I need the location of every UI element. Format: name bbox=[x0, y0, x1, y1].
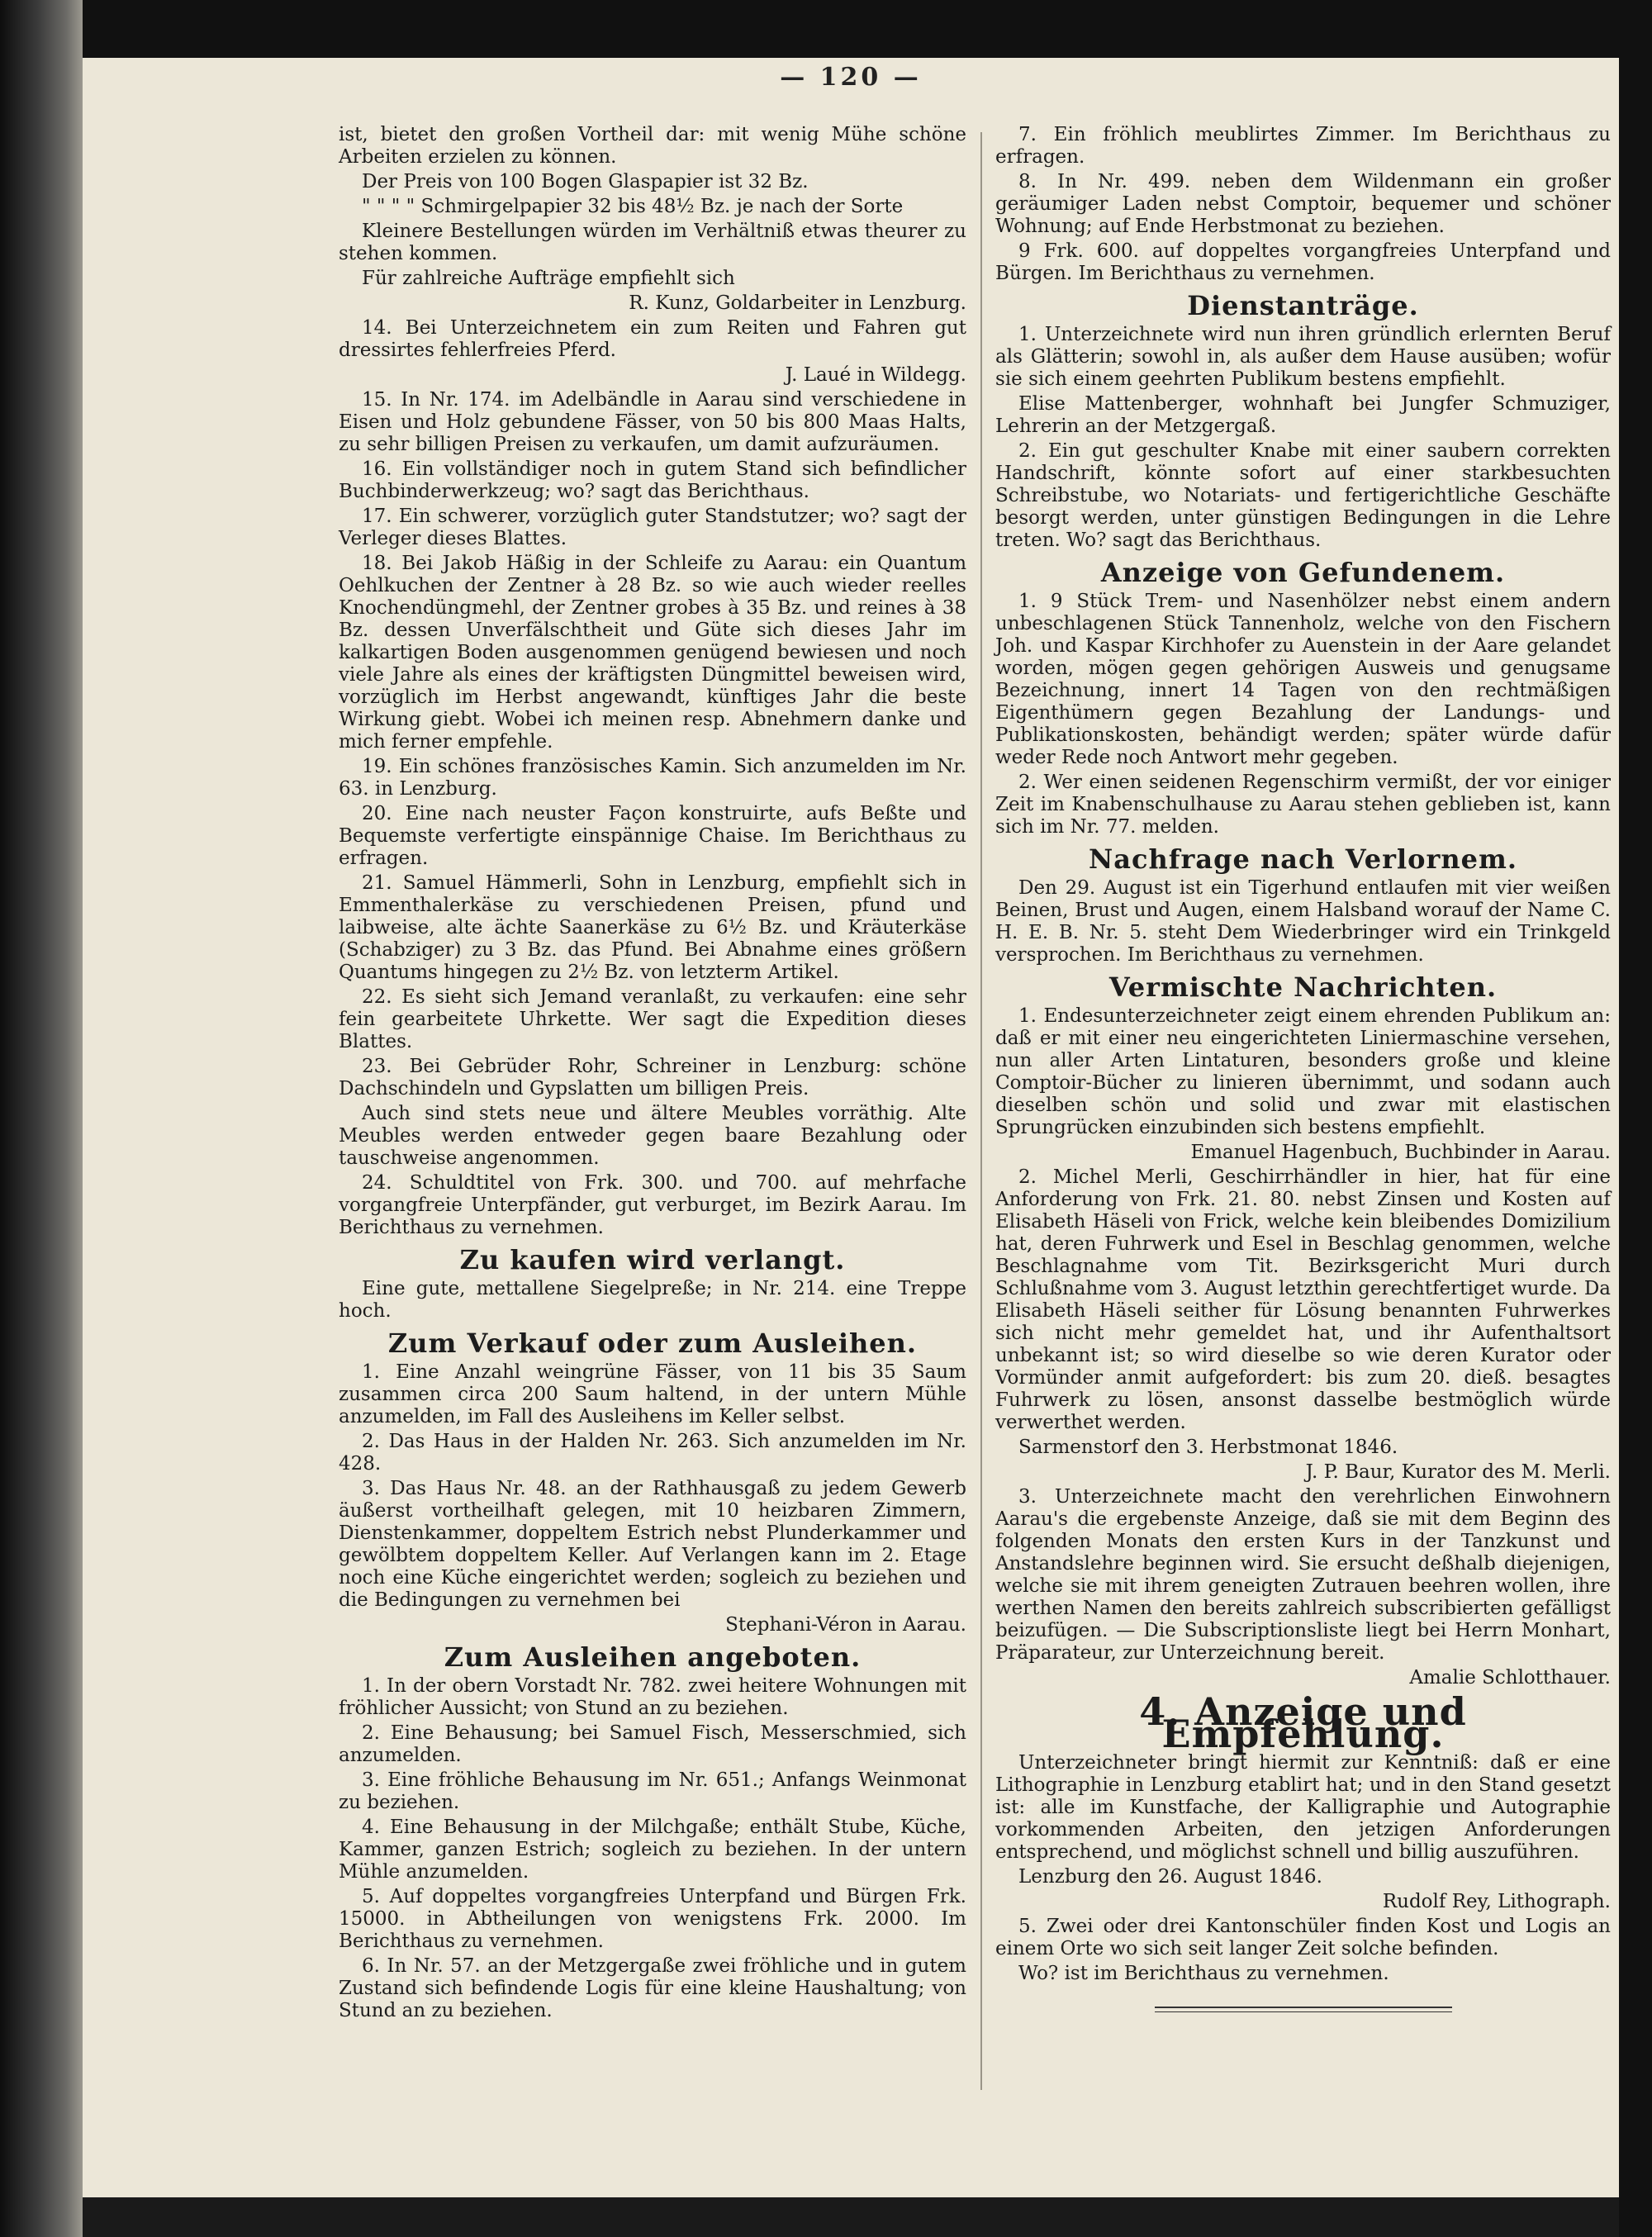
scan-top-border bbox=[0, 0, 1652, 58]
ad-item: 16. Ein vollständiger noch in gutem Stand sich befindlicher Buchbinderwerkzeug; wo? sagt das Berichthaus. bbox=[339, 458, 966, 502]
book-spine bbox=[0, 0, 83, 2237]
ad-item: 3. Unterzeichnete macht den verehrlichen Einwohnern Aarau's die ergebenste Anzeige, daß sie mit dem Beginn des folgenden Monats den ersten Kurs in der Tanzkunst und Anstandslehre beginnen wird. Sie ersucht deßhalb diejenigen, welche sie mit ihrem geneigten Zutrauen beehren wollen, ihre werthen Namen den bereits zahlreich subscribierten gefälligst beizufügen. — Die Subscriptionsliste liegt bei Herrn Monhart, Präparateur, zur Unterzeichnung bereit. bbox=[995, 1486, 1611, 1664]
ad-item: 3. Das Haus Nr. 48. an der Rathhausgaß zu jedem Gewerb äußerst vortheilhaft gelegen, mit 10 heizbaren Zimmern, Dienstenkammer, doppeltem Estrich nebst Plunderkammer und gewölbtem doppeltem Keller. Auf Verlangen kann im 2. Etage noch eine Küche eingerichtet werden; sogleich zu beziehen und die Bedingungen zu vernehmen bei bbox=[339, 1478, 966, 1611]
signature: Amalie Schlotthauer. bbox=[1409, 1667, 1611, 1688]
newspaper-page bbox=[83, 58, 1619, 2197]
ad-item: 9 Frk. 600. auf doppeltes vorgangfreies Unterpfand und Bürgen. Im Berichthaus zu vernehmen. bbox=[995, 240, 1611, 284]
ad-item: 15. In Nr. 174. im Adelbändle in Aarau sind verschiedene in Eisen und Holz gebundene Fässer, von 50 bis 800 Maas Halts, zu sehr billigen Preisen zu verkaufen, um damit aufzuräumen. bbox=[339, 389, 966, 455]
main-heading: 4. Anzeige und Empfehlung. bbox=[1139, 1689, 1467, 1756]
ad-item: 8. In Nr. 499. neben dem Wildenmann ein großer geräumiger Laden nebst Comptoir, bequemer und schöner Wohnung; auf Ende Herbstmonat zu beziehen. bbox=[995, 171, 1611, 237]
ad-item: 5. Auf doppeltes vorgangfreies Unterpfand und Bürgen Frk. 15000. in Abtheilungen von wenigstens Frk. 2000. Im Berichthaus zu vernehmen. bbox=[339, 1886, 966, 1952]
ad-item: 2. Das Haus in der Halden Nr. 263. Sich anzumelden im Nr. 428. bbox=[339, 1431, 966, 1475]
ad-item: 2. Wer einen seidenen Regenschirm vermißt, der vor einiger Zeit im Knabenschulhause zu Aarau stehen geblieben ist, kann sich im Nr. 77. melden. bbox=[995, 772, 1611, 838]
ad-item: 20. Eine nach neuster Façon konstruirte, aufs Beßte und Bequemste verfertigte einspännige Chaise. Im Berichthaus zu erfragen. bbox=[339, 803, 966, 869]
section-heading: Zu kaufen wird verlangt. bbox=[459, 1244, 846, 1275]
ad-item: 2. Eine Behausung; bei Samuel Fisch, Messerschmied, sich anzumelden. bbox=[339, 1722, 966, 1766]
ad-item: Wo? ist im Berichthaus zu vernehmen. bbox=[1018, 1963, 1389, 1984]
closing-rule bbox=[1155, 2007, 1452, 2012]
ad-item: 5. Zwei oder drei Kantonschüler finden Kost und Logis an einem Orte wo sich seit langer Zeit solche befinden. bbox=[995, 1916, 1611, 1959]
ad-item: 6. In Nr. 57. an der Metzgergaße zwei fröhliche und in gutem Zustand sich befindende Logis für eine kleine Haushaltung; von Stund an zu beziehen. bbox=[339, 1955, 966, 2021]
ad-item: 17. Ein schwerer, vorzüglich guter Standstutzer; wo? sagt der Verleger dieses Blattes. bbox=[339, 506, 966, 549]
section-heading: Nachfrage nach Verlornem. bbox=[1089, 843, 1517, 875]
text-paragraph: " " " " Schmirgelpapier 32 bis 48½ Bz. je nach der Sorte bbox=[362, 196, 904, 217]
ad-item: Den 29. August ist ein Tigerhund entlaufen mit vier weißen Beinen, Brust und Augen, einem Halsband worauf der Name C. H. E. B. Nr. 5. steht Dem Wiederbringer wird ein Trinkgeld versprochen. Im Berichthaus zu vernehmen. bbox=[995, 877, 1611, 966]
signature: Emanuel Hagenbuch, Buchbinder in Aarau. bbox=[1190, 1142, 1611, 1163]
text-paragraph: ist, bietet den großen Vortheil dar: mit wenig Mühe schöne Arbeiten erzielen zu können. bbox=[339, 124, 966, 168]
ad-item: 18. Bei Jakob Häßig in der Schleife zu Aarau: ein Quantum Oehlkuchen der Zentner à 28 Bz. so wie auch wieder reelles Knochendüngmehl, der Zentner grobes à 35 Bz. und reines à 38 Bz. dessen Unverfälschtheit und Güte sich dieses Jahr im kalkartigen Boden ausgenommen genügend bewiesen und noch viele Jahre als eines der kräftigsten Düngmittel beweisen wird, vorzüglich im Herbst angewandt, künftiges Jahr die beste Wirkung giebt. Wobei ich meinen resp. Abnehmern danke und mich ferner empfehle. bbox=[339, 553, 966, 753]
signature: J. P. Baur, Kurator des M. Merli. bbox=[1305, 1461, 1611, 1483]
column-rule bbox=[980, 132, 982, 2090]
ad-item: 1. Eine Anzahl weingrüne Fässer, von 11 bis 35 Saum zusammen circa 200 Saum haltend, in der untern Mühle anzumelden, im Fall des Ausleihens im Keller selbst. bbox=[339, 1361, 966, 1427]
ad-item: 23. Bei Gebrüder Rohr, Schreiner in Lenzburg: schöne Dachschindeln und Gypslatten um billigen Preis. bbox=[339, 1056, 966, 1100]
ad-item: Auch sind stets neue und ältere Meubles vorräthig. Alte Meubles werden entweder gegen baare Bezahlung oder tauschweise angenommen. bbox=[339, 1103, 966, 1169]
scan-right-border bbox=[1619, 0, 1652, 2237]
ad-item: Unterzeichneter bringt hiermit zur Kenntniß: daß er eine Lithographie in Lenzburg etablirt hat; und in den Stand gesetzt ist: alle im Kunstfache, der Kalligraphie und Autographie vorkommenden Arbeiten, den jetzigen Anforderungen entsprechend, und möglichst schnell und billig auszuführen. bbox=[995, 1752, 1611, 1863]
text-paragraph: Der Preis von 100 Bogen Glaspapier ist 32 Bz. bbox=[362, 171, 809, 192]
ad-item: 1. 9 Stück Trem- und Nasenhölzer nebst einem andern unbeschlagenen Stück Tannenholz, welche von den Fischern Joh. und Kaspar Kirchhofer zu Auenstein in der Aare gelandet worden, mögen gegen gehörigen Ausweis und genugsame Bezeichnung, innert 14 Tagen von den rechtmäßigen Eigenthümern gegen Bezahlung der Landungs- und Publikationskosten, behändigt werden; später würde dafür weder Rede noch Antwort mehr gegeben. bbox=[995, 591, 1611, 768]
text-paragraph: Kleinere Bestellungen würden im Verhältniß etwas theurer zu stehen kommen. bbox=[339, 221, 966, 264]
section-heading: Dienstanträge. bbox=[1187, 290, 1419, 321]
ad-item: 1. In der obern Vorstadt Nr. 782. zwei heitere Wohnungen mit fröhlicher Aussicht; von Stund an zu beziehen. bbox=[339, 1675, 966, 1719]
section-heading: Vermischte Nachrichten. bbox=[1108, 971, 1498, 1003]
ad-item: 3. Eine fröhliche Behausung im Nr. 651.; Anfangs Weinmonat zu beziehen. bbox=[339, 1769, 966, 1813]
text-paragraph: Für zahlreiche Aufträge empfiehlt sich bbox=[362, 268, 735, 289]
page-number: — 120 — bbox=[780, 63, 922, 92]
ad-item: 21. Samuel Hämmerli, Sohn in Lenzburg, empfiehlt sich in Emmenthalerkäse zu verschiedenen Preisen, pfund und laibweise, alte ächte Saanerkäse zu 6½ Bz. und Kräuterkäse (Schabziger) zu 3 Bz. das Pfund. Bei Abnahme eines größern Quantums hingegen zu 2½ Bz. von letzterm Artikel. bbox=[339, 872, 966, 983]
dateline: Sarmenstorf den 3. Herbstmonat 1846. bbox=[1018, 1437, 1398, 1458]
right-column bbox=[995, 124, 1611, 2012]
section-heading: Zum Ausleihen angeboten. bbox=[444, 1641, 862, 1673]
signature: Stephani-Véron in Aarau. bbox=[725, 1614, 966, 1636]
signature: J. Laué in Wildegg. bbox=[785, 364, 966, 386]
ad-item: 2. Ein gut geschulter Knabe mit einer saubern correkten Handschrift, könnte sofort auf einer starkbesuchten Schreibstube, wo Notariats- und fertigerichtliche Geschäfte besorgt werden, unter günstigen Bedingungen in die Lehre treten. Wo? sagt das Berichthaus. bbox=[995, 440, 1611, 551]
ad-item: 4. Eine Behausung in der Milchgaße; enthält Stube, Küche, Kammer, ganzen Estrich; sogleich zu beziehen. In der untern Mühle anzumelden. bbox=[339, 1817, 966, 1883]
ad-item: 1. Endesunterzeichneter zeigt einem ehrenden Publikum an: daß er mit einer neu eingerichteten Liniermaschine versehen, nun aller Arten Lintaturen, besonders große und kleine Comptoir-Bücher zu linieren übernimmt, und sodann auch dieselben schön und solid und zwar mit elastischen Sprungrücken einzubinden sich bestens empfiehlt. bbox=[995, 1005, 1611, 1138]
ad-item: 22. Es sieht sich Jemand veranlaßt, zu verkaufen: eine sehr fein gearbeitete Uhrkette. Wer sagt die Expedition dieses Blattes. bbox=[339, 986, 966, 1052]
ad-item: 1. Unterzeichnete wird nun ihren gründlich erlernten Beruf als Glätterin; sowohl in, als außer dem Hause ausüben; wofür sie sich einem geehrten Publikum bestens empfiehlt. bbox=[995, 324, 1611, 390]
signature: R. Kunz, Goldarbeiter in Lenzburg. bbox=[629, 292, 966, 314]
ad-item: 14. Bei Unterzeichnetem ein zum Reiten und Fahren gut dressirtes fehlerfreies Pferd. bbox=[339, 317, 966, 361]
ad-item: 2. Michel Merli, Geschirrhändler in hier, hat für eine Anforderung von Frk. 21. 80. nebst Zinsen und Kosten auf Elisabeth Häseli von Frick, welche kein bleibendes Domizilium hat, deren Fuhrwerk und Esel in Beschlag genommen, welche Beschlagnahme vom Tit. Bezirksgericht Muri durch Schlußnahme vom 3. August letzthin gerechtfertiget wurde. Da Elisabeth Häseli seither für Lösung benannten Fuhrwerkes sich nicht mehr gemeldet hat, und ihr Aufenthaltsort unbekannt ist; so wird dieselbe so wie deren Kurator oder Vormünder anmit aufgefordert: bis zum 20. dieß. besagtes Fuhrwerk zu lösen, ansonst dasselbe bestmöglich würde verwerthet werden. bbox=[995, 1166, 1611, 1433]
dateline: Lenzburg den 26. August 1846. bbox=[1018, 1866, 1322, 1888]
ad-item: 7. Ein fröhlich meublirtes Zimmer. Im Berichthaus zu erfragen. bbox=[995, 124, 1611, 168]
section-heading: Zum Verkauf oder zum Ausleihen. bbox=[387, 1327, 918, 1359]
ad-item: 19. Ein schönes französisches Kamin. Sich anzumelden im Nr. 63. in Lenzburg. bbox=[339, 756, 966, 800]
signature: Rudolf Rey, Lithograph. bbox=[1382, 1891, 1611, 1912]
signature: Elise Mattenberger, wohnhaft bei Jungfer Schmuziger, Lehrerin an der Metzgergaß. bbox=[995, 393, 1611, 437]
section-heading: Anzeige von Gefundenem. bbox=[1100, 557, 1506, 588]
left-column bbox=[339, 124, 966, 2025]
ad-item: Eine gute, mettallene Siegelpreße; in Nr. 214. eine Treppe hoch. bbox=[339, 1278, 966, 1322]
ad-item: 24. Schuldtitel von Frk. 300. und 700. auf mehrfache vorgangfreie Unterpfänder, gut verburget, im Bezirk Aarau. Im Berichthaus zu vernehmen. bbox=[339, 1172, 966, 1238]
